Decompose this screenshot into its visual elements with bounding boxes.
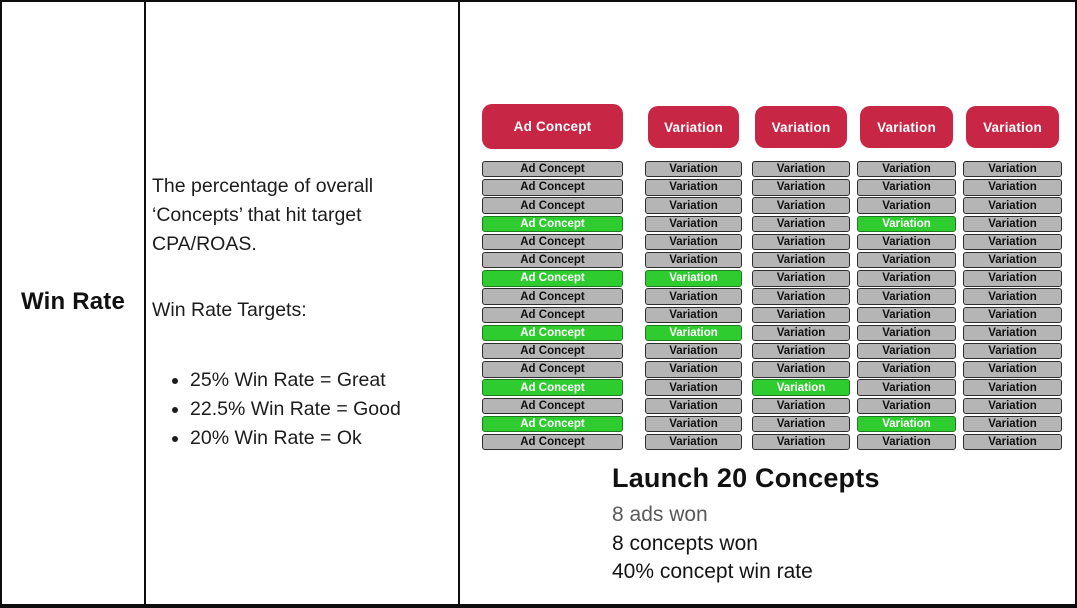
grid-cell: Variation [857, 270, 956, 286]
grid-cell: Variation [963, 179, 1062, 195]
grid-cell: Ad Concept [482, 197, 623, 213]
column-divider [144, 2, 146, 604]
grid-cell: Variation [963, 343, 1062, 359]
grid-cell: Variation [857, 197, 956, 213]
grid-cell: Variation [645, 197, 742, 213]
grid-cell: Variation [963, 398, 1062, 414]
ad-concept-header: Ad Concept [482, 104, 623, 149]
grid-cell: Variation [645, 234, 742, 250]
grid-cell: Variation [645, 361, 742, 377]
grid-cell: Variation [963, 325, 1062, 341]
grid-cell: Variation [752, 179, 850, 195]
grid-cell-won: Variation [645, 270, 742, 286]
grid-cell: Variation [963, 270, 1062, 286]
grid-cell: Variation [645, 379, 742, 395]
grid-cell: Variation [857, 343, 956, 359]
grid-cell: Variation [645, 416, 742, 432]
variation-header: Variation [966, 106, 1059, 148]
grid-cell: Variation [963, 197, 1062, 213]
grid-cell: Ad Concept [482, 434, 623, 450]
grid-cell: Variation [963, 288, 1062, 304]
grid-cell-won: Ad Concept [482, 379, 623, 395]
grid-cell-won: Ad Concept [482, 216, 623, 232]
grid-cell: Variation [645, 161, 742, 177]
target-item: • 20% Win Rate = Ok [190, 424, 458, 453]
grid-cell: Variation [645, 307, 742, 323]
grid-cell-won: Ad Concept [482, 270, 623, 286]
summary-block [612, 463, 880, 587]
summary-lines [612, 501, 880, 587]
summary-title: Launch 20 Concepts [612, 463, 880, 493]
grid-cell: Variation [963, 434, 1062, 450]
grid-cell: Variation [963, 307, 1062, 323]
grid-cell: Variation [752, 161, 850, 177]
grid-cell-won: Ad Concept [482, 416, 623, 432]
grid-cell: Variation [645, 434, 742, 450]
grid-cell: Variation [752, 434, 850, 450]
targets-heading: Win Rate Targets: [152, 299, 307, 321]
grid-cell: Variation [645, 252, 742, 268]
grid-cell: Ad Concept [482, 398, 623, 414]
grid-cell: Variation [752, 252, 850, 268]
grid-cell: Variation [645, 288, 742, 304]
grid-cell: Variation [645, 179, 742, 195]
grid-cell: Variation [857, 398, 956, 414]
grid-cell: Variation [645, 216, 742, 232]
grid-cell: Variation [857, 234, 956, 250]
grid-cell: Ad Concept [482, 179, 623, 195]
grid-cell: Variation [963, 216, 1062, 232]
summary-line: 8 ads won [612, 503, 708, 526]
grid-cell: Variation [857, 361, 956, 377]
grid-cell: Variation [752, 398, 850, 414]
grid-cell: Ad Concept [482, 234, 623, 250]
grid-cell: Variation [857, 161, 956, 177]
row-label: Win Rate [20, 288, 126, 315]
grid-cell: Variation [752, 234, 850, 250]
grid-cell: Ad Concept [482, 288, 623, 304]
grid-cell: Variation [857, 252, 956, 268]
summary-line: 40% concept win rate [612, 560, 813, 583]
grid-cell-won: Variation [645, 325, 742, 341]
grid-cell: Variation [752, 270, 850, 286]
grid-cell: Variation [752, 216, 850, 232]
grid-cell: Variation [963, 252, 1062, 268]
column-divider [458, 2, 460, 604]
description-text: The percentage of overall ‘Concepts’ that hit target CPA/ROAS. [152, 175, 374, 255]
variation-header: Variation [648, 106, 739, 148]
grid-cell: Variation [752, 343, 850, 359]
grid-cell: Ad Concept [482, 307, 623, 323]
grid-cell: Variation [645, 343, 742, 359]
row-label-cell [2, 2, 144, 602]
variation-header: Variation [755, 106, 847, 148]
grid-cell: Variation [752, 361, 850, 377]
grid-cell: Ad Concept [482, 161, 623, 177]
grid-cell: Variation [857, 434, 956, 450]
grid-cell: Variation [752, 325, 850, 341]
grid-cell-won: Variation [857, 216, 956, 232]
grid-cell: Variation [752, 416, 850, 432]
grid-cell: Variation [857, 379, 956, 395]
grid-cell: Variation [857, 325, 956, 341]
description-cell [152, 172, 458, 453]
grid-cell: Ad Concept [482, 361, 623, 377]
grid-cell-won: Ad Concept [482, 325, 623, 341]
grid-cell: Variation [752, 197, 850, 213]
summary-line: 8 concepts won [612, 531, 758, 555]
grid-cell: Variation [963, 361, 1062, 377]
grid-cell: Variation [963, 234, 1062, 250]
target-item: • 22.5% Win Rate = Good [190, 395, 458, 424]
grid-cell: Variation [752, 307, 850, 323]
grid-cell: Variation [963, 379, 1062, 395]
grid-cell: Variation [857, 179, 956, 195]
grid-cell: Variation [752, 288, 850, 304]
grid-cell: Variation [857, 307, 956, 323]
grid-cell: Variation [963, 416, 1062, 432]
grid-cell: Ad Concept [482, 343, 623, 359]
target-item: • 25% Win Rate = Great [190, 366, 458, 395]
grid-cell: Variation [857, 288, 956, 304]
grid-cell-won: Variation [857, 416, 956, 432]
grid-cell: Variation [963, 161, 1062, 177]
variation-header: Variation [860, 106, 953, 148]
targets-list [152, 366, 458, 453]
grid-cell: Ad Concept [482, 252, 623, 268]
grid-cell-won: Variation [752, 379, 850, 395]
grid-cell: Variation [645, 398, 742, 414]
